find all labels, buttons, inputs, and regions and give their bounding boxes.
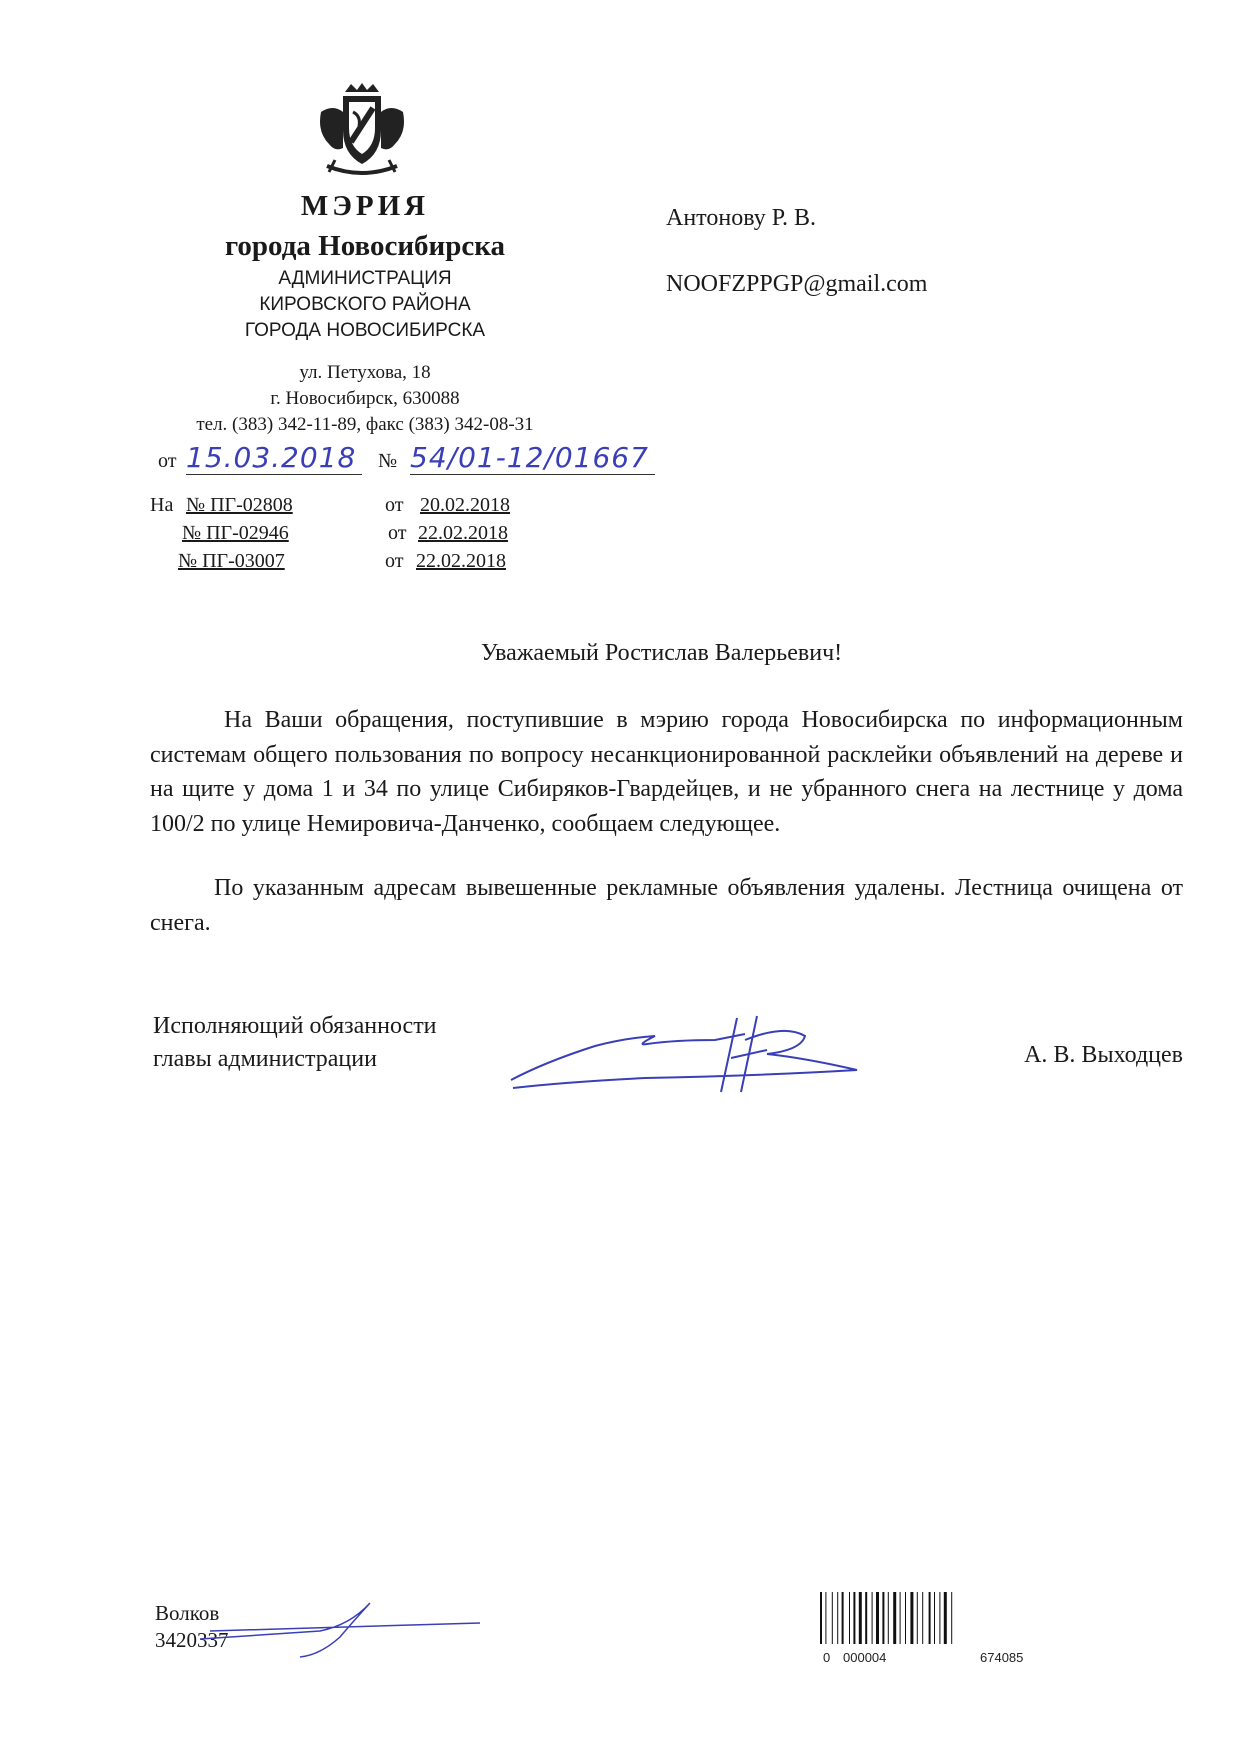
- barcode-bar: [905, 1592, 906, 1644]
- barcode-bar: [922, 1592, 923, 1644]
- barcode-bar: [934, 1592, 935, 1644]
- reference-date: 22.02.2018: [418, 522, 508, 544]
- barcode-bar: [872, 1592, 873, 1644]
- barcode-bar: [944, 1592, 947, 1644]
- barcode-bar: [917, 1592, 918, 1644]
- letterhead-address-line: ул. Петухова, 18: [299, 362, 431, 383]
- outgoing-number-handwritten: 54/01-12/01667: [410, 441, 655, 475]
- barcode-bar: [900, 1592, 901, 1644]
- signatory-name: А. В. Выходцев: [1024, 1042, 1183, 1068]
- barcode-bar: [876, 1592, 879, 1644]
- barcode-bar: [929, 1592, 931, 1644]
- outgoing-number-label: №: [378, 450, 398, 472]
- salutation: Уважаемый Ростислав Валерьевич!: [480, 640, 843, 666]
- barcode-bar: [888, 1592, 889, 1644]
- handwritten-signature: [505, 1010, 865, 1100]
- executor-phone: 3420337: [155, 1628, 229, 1652]
- executor-name: Волков: [155, 1601, 220, 1625]
- barcode-bar: [859, 1592, 862, 1644]
- signatory-title: [153, 1010, 437, 1076]
- reference-date: 20.02.2018: [420, 494, 510, 516]
- reference-ot-label: от: [385, 550, 404, 572]
- barcode-bar: [939, 1592, 940, 1644]
- reference-ot-label: от: [385, 494, 404, 516]
- reference-date: 22.02.2018: [416, 550, 506, 572]
- executor-initials-mark: [200, 1595, 490, 1665]
- letterhead-address-line: тел. (383) 342-11-89, факс (383) 342-08-31: [196, 414, 534, 435]
- letterhead-title: МЭРИЯ: [300, 190, 430, 222]
- recipient-email: NOOFZPPGP@gmail.com: [666, 271, 928, 297]
- reference-number: № ПГ-02946: [182, 522, 289, 544]
- barcode-digits: 000004: [843, 1650, 887, 1665]
- reference-number: № ПГ-02808: [186, 494, 293, 516]
- barcode-bar: [853, 1592, 855, 1644]
- outgoing-date-label: от: [158, 450, 177, 472]
- reference-prefix: На: [150, 494, 174, 516]
- recipient-name: Антонову Р. В.: [666, 205, 817, 231]
- barcode-bar: [910, 1592, 913, 1644]
- barcode-bar: [951, 1592, 952, 1644]
- barcode-bar: [837, 1592, 838, 1644]
- reference-ot-label: от: [388, 522, 407, 544]
- barcode-bar: [820, 1592, 822, 1644]
- letterhead-subline: КИРОВСКОГО РАЙОНА: [259, 294, 471, 315]
- barcode-bar: [842, 1592, 844, 1644]
- city-coat-of-arms-icon: [315, 82, 409, 180]
- body-paragraph: По указанным адресам вывешенные рекламные объявления удалены. Лестница очищена от снега.: [150, 875, 1183, 936]
- signatory-title-line: главы администрации: [153, 1046, 377, 1072]
- reference-number: № ПГ-03007: [178, 550, 285, 572]
- barcode-digits: 0: [823, 1650, 831, 1665]
- barcode-bar: [893, 1592, 896, 1644]
- barcode-bar: [825, 1592, 826, 1644]
- barcode-bar: [849, 1592, 850, 1644]
- signatory-title-line: Исполняющий обязанности: [153, 1013, 437, 1039]
- barcode-bar: [865, 1592, 867, 1644]
- body-paragraph: На Ваши обращения, поступившие в мэрию города Новосибирска по информационным системам общего пользования по вопросу несанкционированной расклейки объявлений на дереве и на щите у дома 1 и 34 по улице Сибиряков-Гвардейцев, и не убранного снега на лестнице у дома 100/2 по улице Немировича-Данченко, сообщаем следующее.: [150, 707, 1183, 837]
- letterhead-city: города Новосибирска: [224, 230, 506, 262]
- barcode-bar: [832, 1592, 833, 1644]
- letterhead-subline: АДМИНИСТРАЦИЯ: [278, 268, 452, 289]
- letterhead-address-line: г. Новосибирск, 630088: [270, 388, 460, 409]
- barcode-digits: 674085: [980, 1650, 1024, 1665]
- document-barcode: [818, 1592, 1018, 1644]
- letterhead-subline: ГОРОДА НОВОСИБИРСКА: [244, 320, 486, 341]
- barcode-bar: [882, 1592, 884, 1644]
- outgoing-date-handwritten: 15.03.2018: [186, 441, 362, 475]
